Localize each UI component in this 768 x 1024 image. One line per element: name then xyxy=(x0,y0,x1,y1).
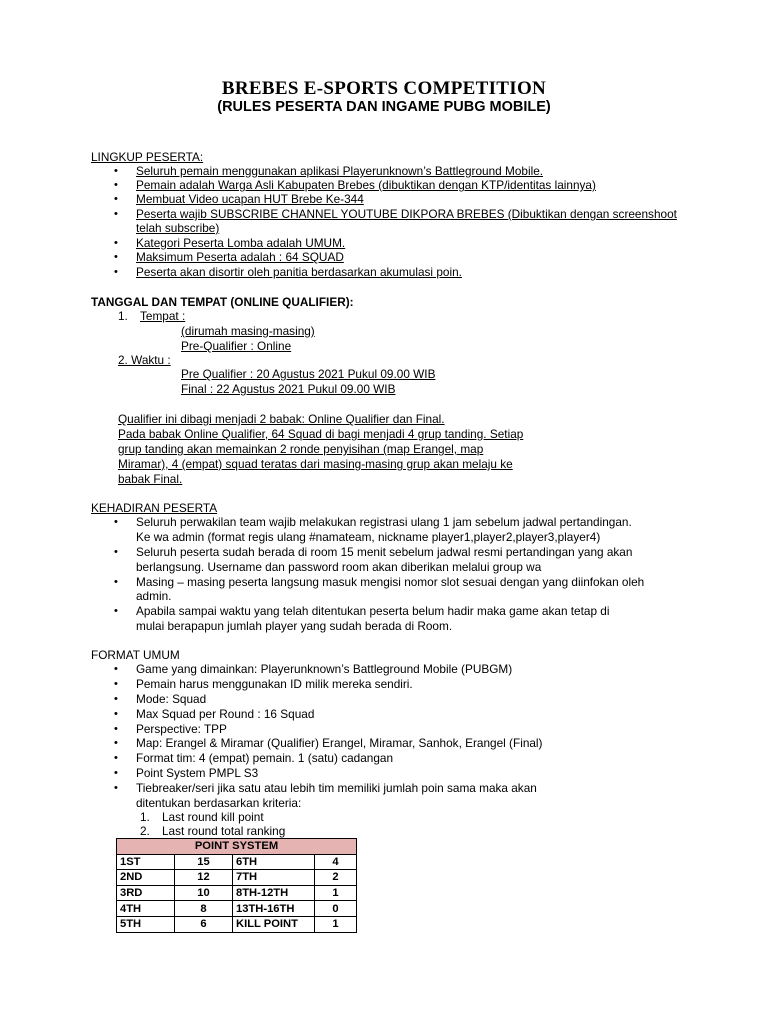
criteria-number: 1. xyxy=(140,810,150,824)
bullet: • xyxy=(114,767,118,779)
bullet: • xyxy=(114,193,118,205)
bullet: • xyxy=(114,237,118,249)
tempat-number: 1. xyxy=(118,309,128,323)
table-header: POINT SYSTEM xyxy=(117,839,357,855)
table-row xyxy=(117,870,357,886)
table-row xyxy=(117,916,357,932)
lingkup-item: Peserta wajib SUBSCRIBE CHANNEL YOUTUBE DIKPORA BREBES (Dibuktikan dengan screenshoot xyxy=(136,207,677,221)
table-cell: KILL POINT xyxy=(233,916,315,932)
kehadiran-line: admin. xyxy=(136,589,172,603)
bullet: • xyxy=(114,165,118,177)
tempat-label: Tempat : xyxy=(140,309,186,323)
format-item: Max Squad per Round : 16 Squad xyxy=(136,707,315,721)
bullet: • xyxy=(114,179,118,191)
lingkup-item: Pemain adalah Warga Asli Kabupaten Brebes (dibuktikan dengan KTP/identitas lainnya) xyxy=(136,178,596,192)
format-heading: FORMAT UMUM xyxy=(91,648,180,662)
bullet: • xyxy=(114,516,118,528)
format-item: Tiebreaker/seri jika satu atau lebih tim memiliki jumlah poin sama maka akan xyxy=(136,781,537,795)
tempat-line: (dirumah masing-masing) xyxy=(181,324,315,338)
table-cell: 6TH xyxy=(233,854,315,870)
criteria-item: Last round total ranking xyxy=(162,824,286,838)
waktu-line: Final : 22 Agustus 2021 Pukul 09.00 WIB xyxy=(181,382,396,396)
table-cell: 13TH-16TH xyxy=(233,901,315,917)
bullet: • xyxy=(114,266,118,278)
bullet: • xyxy=(114,678,118,690)
qualifier-para-line: Qualifier ini dibagi menjadi 2 babak: Online Qualifier dan Final. xyxy=(118,412,445,426)
format-item: Game yang dimainkan: Playerunknown’s Battleground Mobile (PUBGM) xyxy=(136,662,513,676)
table-cell: 1 xyxy=(315,916,357,932)
criteria-number: 2. xyxy=(140,824,150,838)
kehadiran-line: mulai berapapun jumlah player yang sudah berada di Room. xyxy=(136,619,453,633)
tanggal-heading: TANGGAL DAN TEMPAT (ONLINE QUALIFIER): xyxy=(91,295,354,309)
lingkup-heading: LINGKUP PESERTA: xyxy=(91,150,204,164)
table-cell: 0 xyxy=(315,901,357,917)
kehadiran-line: Apabila sampai waktu yang telah ditentukan peserta belum hadir maka game akan tetap di xyxy=(136,604,610,618)
lingkup-item-cont: telah subscribe) xyxy=(136,221,220,235)
table-row xyxy=(117,885,357,901)
lingkup-item: Membuat Video ucapan HUT Brebe Ke-344 xyxy=(136,192,364,206)
format-item: Pemain harus menggunakan ID milik mereka sendiri. xyxy=(136,677,413,691)
table-cell: 12 xyxy=(175,870,233,886)
qualifier-para-line: Pada babak Online Qualifier, 64 Squad di bagi menjadi 4 grup tanding. Setiap xyxy=(118,427,524,441)
bullet: • xyxy=(114,546,118,558)
tempat-line: Pre-Qualifier : Online xyxy=(181,339,292,353)
bullet: • xyxy=(114,605,118,617)
bullet: • xyxy=(114,576,118,588)
format-item: Format tim: 4 (empat) pemain. 1 (satu) cadangan xyxy=(136,751,394,765)
kehadiran-heading: KEHADIRAN PESERTA xyxy=(91,501,218,515)
lingkup-item: Maksimum Peserta adalah : 64 SQUAD xyxy=(136,250,344,264)
bullet: • xyxy=(114,251,118,263)
format-item: Perspective: TPP xyxy=(136,722,227,736)
kehadiran-line: Seluruh perwakilan team wajib melakukan registrasi ulang 1 jam sebelum jadwal pertandingan. xyxy=(136,515,632,529)
table-cell: 3RD xyxy=(117,885,175,901)
table-cell: 7TH xyxy=(233,870,315,886)
format-item-cont: ditentukan berdasarkan kriteria: xyxy=(136,796,302,810)
table-cell: 2 xyxy=(315,870,357,886)
table-header-row xyxy=(117,839,357,855)
qualifier-para-line: grup tanding akan memainkan 2 ronde penyisihan (map Erangel, map xyxy=(118,442,484,456)
format-item: Map: Erangel & Miramar (Qualifier) Erangel, Miramar, Sanhok, Erangel (Final) xyxy=(136,736,543,750)
bullet: • xyxy=(114,663,118,675)
table-cell: 10 xyxy=(175,885,233,901)
lingkup-item: Kategori Peserta Lomba adalah UMUM. xyxy=(136,236,346,250)
format-item: Point System PMPL S3 xyxy=(136,766,259,780)
qualifier-para-line: babak Final. xyxy=(118,472,183,486)
waktu-label: 2. Waktu : xyxy=(118,353,171,367)
kehadiran-line: Seluruh peserta sudah berada di room 15 menit sebelum jadwal resmi pertandingan yang akan xyxy=(136,545,633,559)
doc-title: BREBES E-SPORTS COMPETITION xyxy=(221,78,547,99)
bullet: • xyxy=(114,737,118,749)
table-cell: 4 xyxy=(315,854,357,870)
bullet: • xyxy=(114,708,118,720)
table-cell: 8 xyxy=(175,901,233,917)
doc-subtitle: (RULES PESERTA DAN INGAME PUBG MOBILE) xyxy=(217,99,551,115)
point-system-table xyxy=(116,838,357,933)
table-cell: 8TH-12TH xyxy=(233,885,315,901)
table-row xyxy=(117,901,357,917)
format-item: Mode: Squad xyxy=(136,692,207,706)
qualifier-para-line: Miramar), 4 (empat) squad teratas dari masing-masing grup akan melaju ke xyxy=(118,457,513,471)
bullet: • xyxy=(114,782,118,794)
table-cell: 4TH xyxy=(117,901,175,917)
waktu-line: Pre Qualifier : 20 Agustus 2021 Pukul 09.00 WIB xyxy=(181,367,436,381)
table-row xyxy=(117,854,357,870)
table-cell: 15 xyxy=(175,854,233,870)
kehadiran-line: Ke wa admin (format regis ulang #namateam, nickname player1,player2,player3,player4) xyxy=(136,530,601,544)
bullet: • xyxy=(114,208,118,220)
criteria-item: Last round kill point xyxy=(162,810,264,824)
table-cell: 1 xyxy=(315,885,357,901)
kehadiran-line: berlangsung. Username dan password room akan diberikan melalui group wa xyxy=(136,560,542,574)
lingkup-item: Peserta akan disortir oleh panitia berdasarkan akumulasi poin. xyxy=(136,265,462,279)
bullet: • xyxy=(114,693,118,705)
bullet: • xyxy=(114,723,118,735)
table-cell: 2ND xyxy=(117,870,175,886)
table-cell: 5TH xyxy=(117,916,175,932)
table-cell: 6 xyxy=(175,916,233,932)
bullet: • xyxy=(114,752,118,764)
table-cell: 1ST xyxy=(117,854,175,870)
kehadiran-line: Masing – masing peserta langsung masuk mengisi nomor slot sesuai dengan yang diinfokan oleh xyxy=(136,575,645,589)
lingkup-item: Seluruh pemain menggunakan aplikasi Playerunknown’s Battleground Mobile. xyxy=(136,164,544,178)
